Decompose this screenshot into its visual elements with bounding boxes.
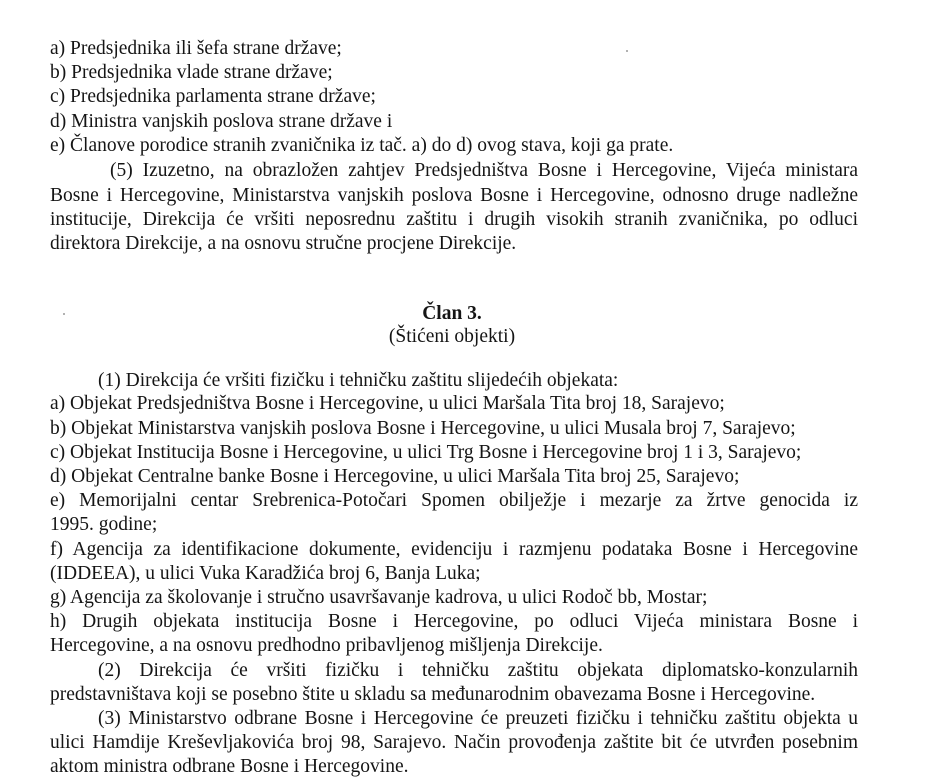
paragraph-1-intro: (1) Direkcija će vršiti fizičku i tehničku zaštitu slijedećih objekata:	[98, 370, 619, 391]
list-item-e: e) Članove porodice stranih zvaničnika iz tač. a) do d) ovog stava, koji ga prate.	[50, 135, 674, 156]
paragraph-5-line: Bosne i Hercegovine, Ministarstva vanjskih poslova Bosne i Hercegovine, odnosno druge nadležne	[50, 185, 858, 206]
list-item: a) Objekat Predsjedništva Bosne i Hercegovine, u ulici Maršala Tita broj 18, Sarajevo;	[50, 393, 725, 414]
article-subtitle: (Štićeni objekti)	[388, 326, 516, 347]
list-item-continuation: Hercegovine, a na osnovu predhodno pribavljenog mišljenja Direkcije.	[50, 635, 603, 656]
list-item-b: b) Predsjednika vlade strane države;	[50, 62, 333, 83]
scan-speck	[626, 50, 628, 52]
scan-speck	[63, 313, 65, 315]
list-item-continuation: (IDDEEA), u ulici Vuka Karadžića broj 6, Banja Luka;	[50, 563, 481, 584]
list-item-c: c) Predsjednika parlamenta strane države;	[50, 86, 376, 107]
paragraph-3-line: ulici Hamdije Kreševljakovića broj 98, Sarajevo. Način provođenja zaštite bit će utvrđen posebnim	[50, 732, 858, 753]
list-item-a: a) Predsjednika ili šefa strane države;	[50, 38, 342, 59]
list-item: b) Objekat Ministarstva vanjskih poslova Bosne i Hercegovine, u ulici Musala broj 7, Sarajevo;	[50, 418, 796, 439]
paragraph-5-line: institucije, Direkcija će vršiti neposrednu zaštitu i drugih visokih stranih zvaničnika, po odluci	[50, 209, 858, 230]
list-item: c) Objekat Institucija Bosne i Hercegovine, u ulici Trg Bosne i Hercegovine broj 1 i 3, Sarajevo;	[50, 442, 802, 463]
paragraph-5-line: direktora Direkcije, a na osnovu stručne procjene Direkcije.	[50, 233, 517, 254]
list-item-continuation: 1995. godine;	[50, 514, 158, 535]
paragraph-2-line: predstavništava koji se posebno štite u skladu sa međunarodnim obavezama Bosne i Hercegovine.	[50, 684, 816, 705]
article-title: Član 3.	[422, 303, 482, 324]
list-item-d: d) Ministra vanjskih poslova strane države i	[50, 111, 393, 132]
list-item: f) Agencija za identifikacione dokumente, evidenciju i razmjenu podataka Bosne i Hercegovine	[50, 539, 858, 560]
list-item: e) Memorijalni centar Srebrenica-Potočari Spomen obilježje i mezarje za žrtve genocida iz	[50, 490, 858, 511]
list-item: h) Drugih objekata institucija Bosne i Hercegovine, po odluci Vijeća ministara Bosne i	[50, 611, 858, 632]
paragraph-5-line: (5) Izuzetno, na obrazložen zahtjev Predsjedništva Bosne i Hercegovine, Vijeća ministara	[110, 160, 858, 181]
paragraph-2-line: (2) Direkcija će vršiti fizičku i tehničku zaštitu objekata diplomatsko-konzularnih	[98, 660, 858, 681]
paragraph-3-line: (3) Ministarstvo odbrane Bosne i Hercegovine će preuzeti fizičku i tehničku zaštitu objekta u	[98, 708, 858, 729]
paragraph-3-line: aktom ministra odbrane Bosne i Hercegovine.	[50, 756, 409, 777]
list-item: g) Agencija za školovanje i stručno usavršavanje kadrova, u ulici Rodoč bb, Mostar;	[50, 587, 708, 608]
list-item: d) Objekat Centralne banke Bosne i Hercegovine, u ulici Maršala Tita broj 25, Sarajevo;	[50, 466, 740, 487]
